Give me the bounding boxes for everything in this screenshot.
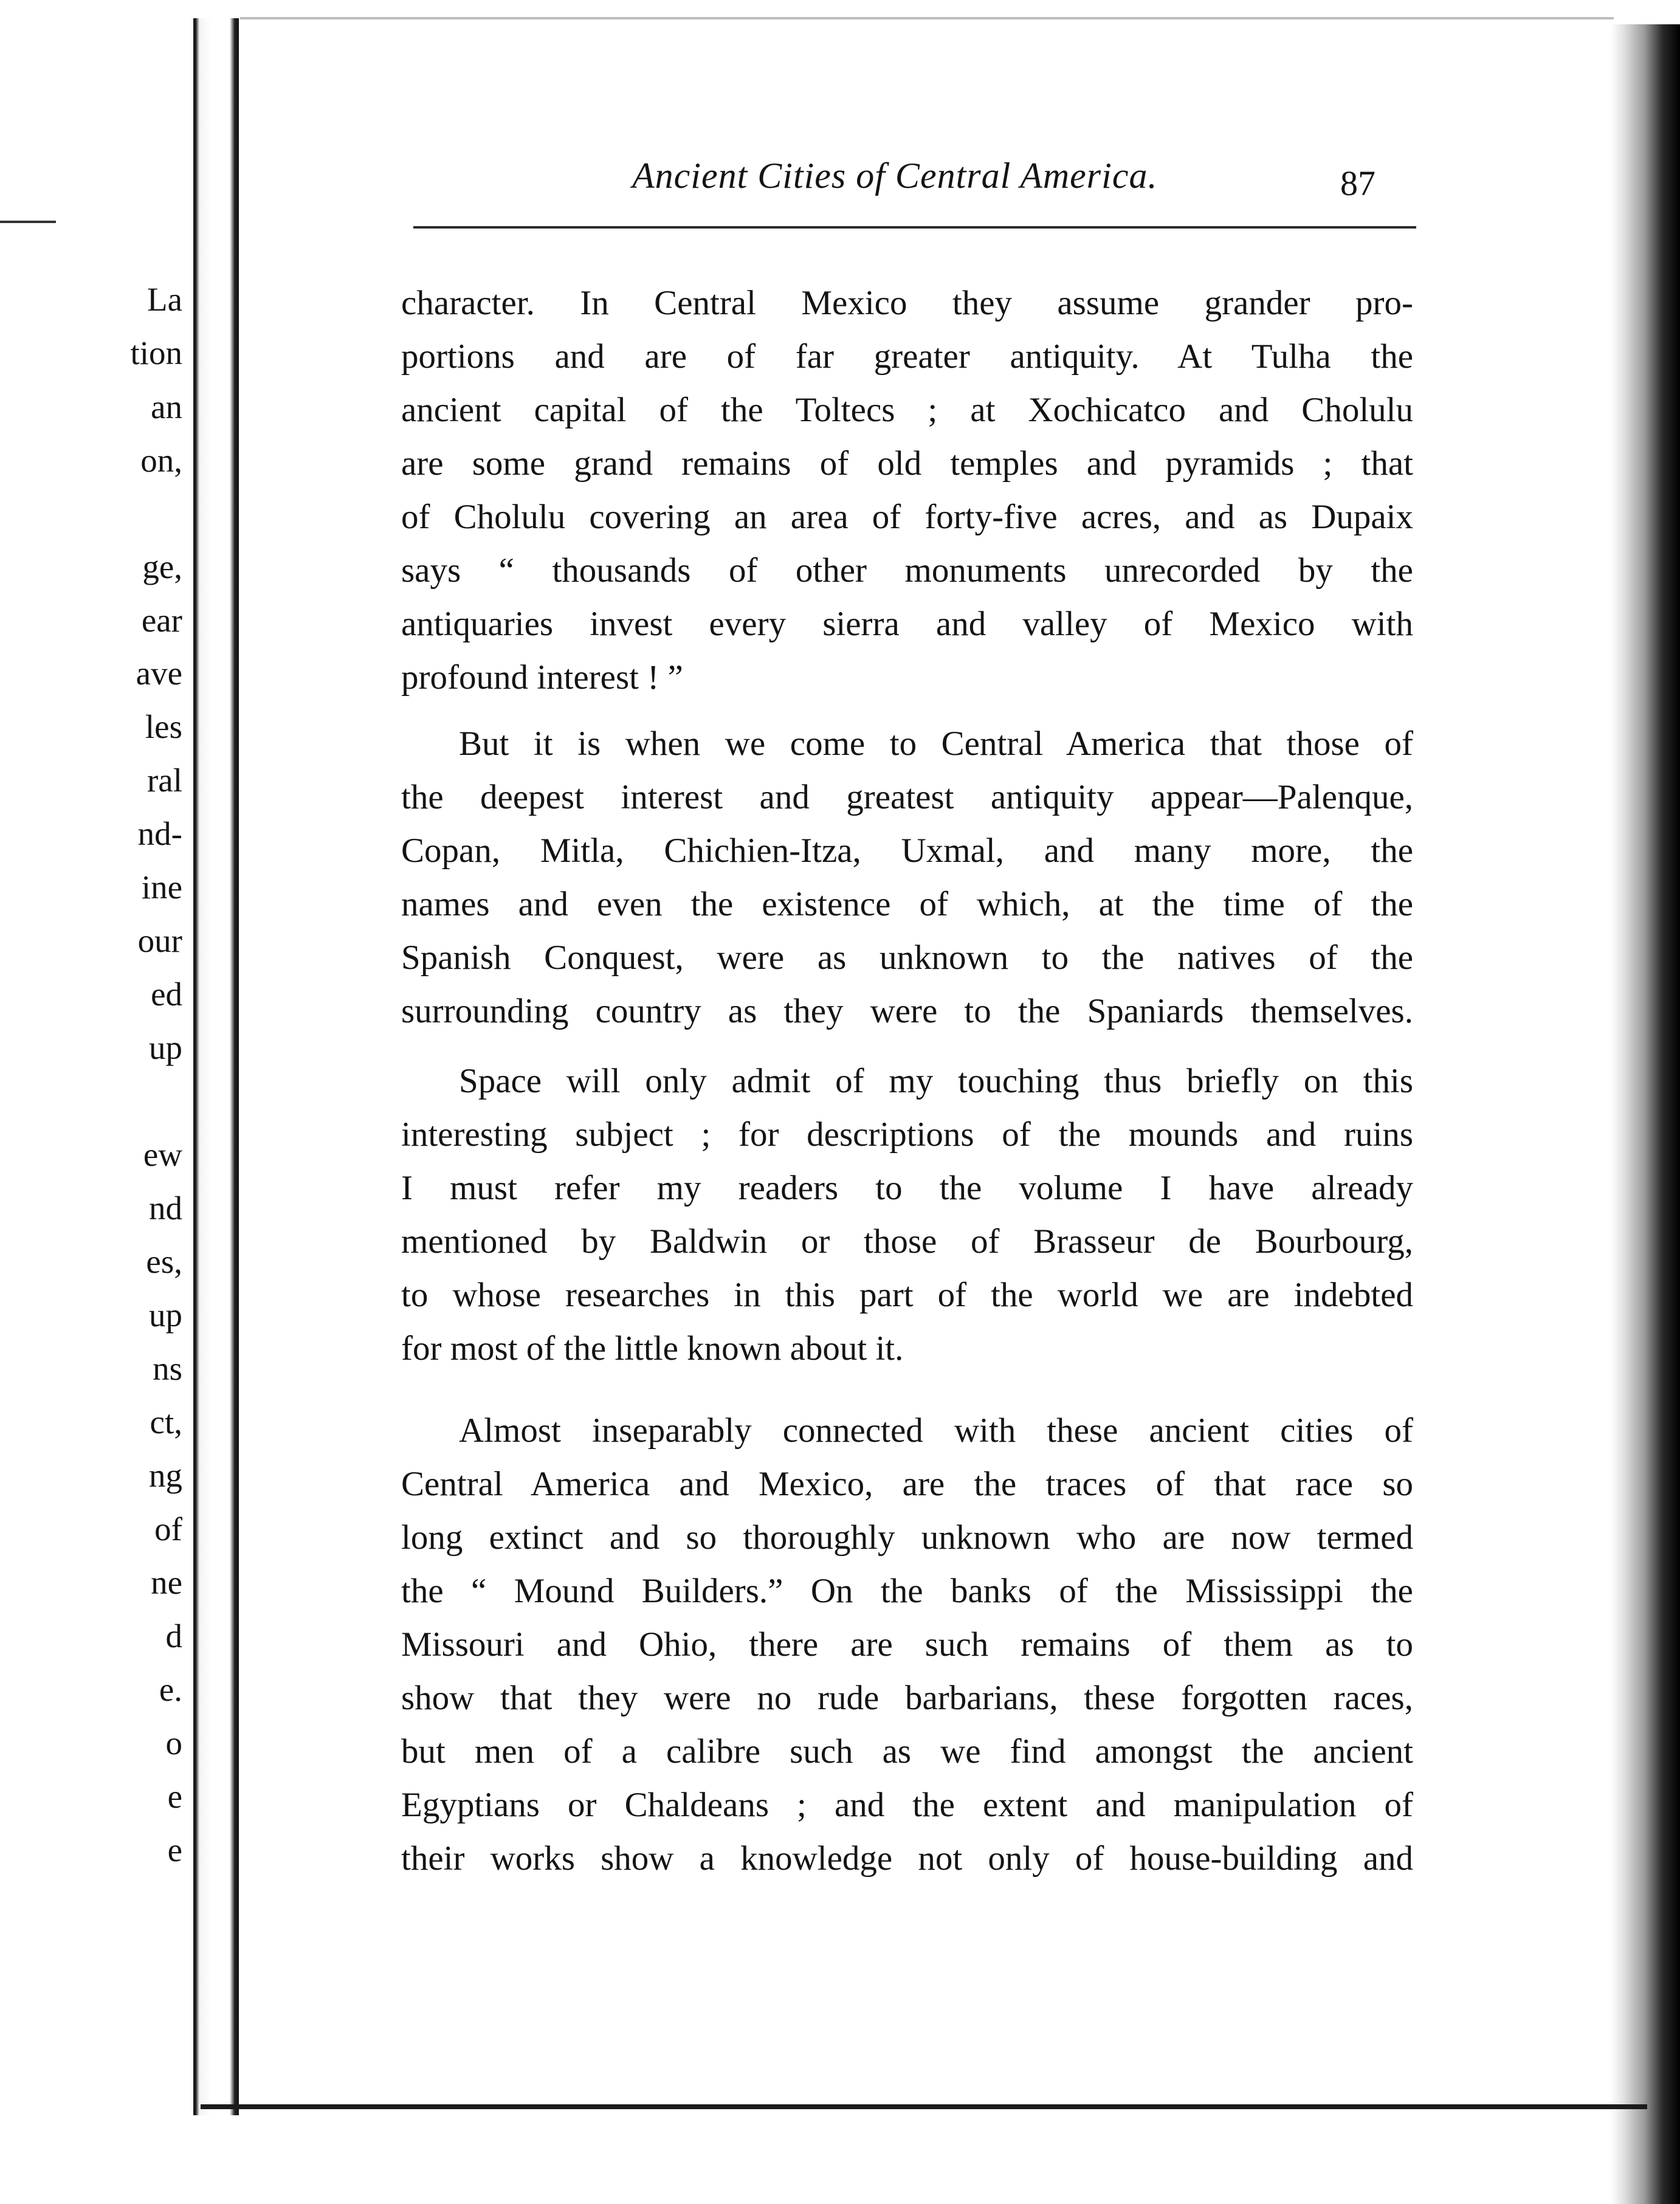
text-line: Almost inseparably connected with these ancient cities of <box>459 1411 1413 1450</box>
previous-page-rule <box>0 221 56 223</box>
text-line: the deepest interest and greatest antiquity appear—Palenque, <box>401 778 1413 816</box>
text-line: Copan, Mitla, Chichien-Itza, Uxmal, and many more, the <box>401 832 1413 870</box>
text-line: character. In Central Mexico they assume grander pro- <box>401 284 1413 322</box>
previous-page-fragment: d <box>165 1617 182 1655</box>
text-line: surrounding country as they were to the Spaniards themselves. <box>401 992 1413 1030</box>
text-line: Central America and Mexico, are the traces of that race so <box>401 1465 1413 1503</box>
text-line: Egyptians or Chaldeans ; and the extent and manipulation of <box>401 1786 1413 1824</box>
previous-page-fragment: nd- <box>137 815 182 852</box>
text-line: long extinct and so thoroughly unknown who are now termed <box>401 1518 1413 1557</box>
text-line: But it is when we come to Central America that those of <box>459 725 1413 763</box>
previous-page-fragment: ine <box>141 869 182 906</box>
text-line: the “ Mound Builders.” On the banks of the Mississippi the <box>401 1572 1413 1610</box>
previous-page-fragment: of <box>154 1510 182 1548</box>
previous-page-fragment: ed <box>151 976 182 1013</box>
previous-page-fragment: e <box>167 1778 182 1815</box>
text-line: to whose researches in this part of the world we are indebted <box>401 1276 1413 1314</box>
previous-page-fragment: tion <box>130 334 182 371</box>
previous-page-fragment: ns <box>153 1350 182 1387</box>
text-line: but men of a calibre such as we find amongst the ancient <box>401 1732 1413 1771</box>
header-rule <box>413 226 1416 229</box>
previous-page-fragment: up <box>149 1029 182 1066</box>
page-top-edge <box>240 17 1614 19</box>
running-head: Ancient Cities of Central America. <box>632 156 1158 196</box>
previous-page-fragment: La <box>146 281 182 318</box>
text-line: Space will only admit of my touching thus briefly on this <box>459 1062 1413 1100</box>
previous-page-fragment: ew <box>143 1136 182 1173</box>
text-line: are some grand remains of old temples and pyramids ; that <box>401 444 1413 483</box>
text-line: I must refer my readers to the volume I have already <box>401 1169 1413 1207</box>
text-line: show that they were no rude barbarians, these forgotten races, <box>401 1679 1413 1717</box>
previous-page-fragment: es, <box>146 1243 182 1280</box>
book-gutter <box>193 18 239 2115</box>
previous-page-fragment: les <box>145 708 182 745</box>
previous-page-fragment: e. <box>159 1671 182 1708</box>
text-line: Spanish Conquest, were as unknown to the natives of the <box>401 938 1413 977</box>
previous-page-fragment: nd <box>149 1190 182 1227</box>
text-line: antiquaries invest every sierra and valley of Mexico with <box>401 605 1413 643</box>
previous-page-fragment: o <box>165 1724 182 1761</box>
text-line: Missouri and Ohio, there are such remains of them as to <box>401 1625 1413 1664</box>
previous-page-fragment: an <box>151 388 182 425</box>
text-line: their works show a knowledge not only of house-building and <box>401 1839 1413 1878</box>
previous-page-fragment: ne <box>151 1564 182 1601</box>
previous-page-fragment: ral <box>146 762 182 799</box>
previous-page-fragment: ng <box>149 1457 182 1494</box>
previous-page-strip <box>0 0 193 2115</box>
previous-page-fragment: ge, <box>142 548 182 585</box>
text-line: portions and are of far greater antiquity. At Tulha the <box>401 337 1413 376</box>
previous-page-fragment: our <box>137 922 182 959</box>
text-line: for most of the little known about it. <box>401 1329 904 1368</box>
text-line: of Cholulu covering an area of forty-five acres, and as Dupaix <box>401 498 1413 536</box>
text-line: interesting subject ; for descriptions of the mounds and ruins <box>401 1115 1413 1154</box>
text-line: says “ thousands of other monuments unrecorded by the <box>401 551 1413 590</box>
previous-page-fragment: on, <box>140 442 182 479</box>
text-line: names and even the existence of which, at the time of the <box>401 885 1413 923</box>
page-bottom-edge <box>201 2104 1647 2109</box>
text-line: profound interest ! ” <box>401 658 683 697</box>
page-edge-shadow <box>1611 24 1680 2204</box>
page-number: 87 <box>1340 164 1375 203</box>
text-line: mentioned by Baldwin or those of Brasseur de Bourbourg, <box>401 1222 1413 1261</box>
previous-page-fragment: ct, <box>150 1403 182 1441</box>
previous-page-fragment: up <box>149 1297 182 1334</box>
previous-page-fragment: e <box>167 1831 182 1868</box>
previous-page-fragment: ear <box>141 602 182 639</box>
text-line: ancient capital of the Toltecs ; at Xochicatco and Cholulu <box>401 391 1413 429</box>
previous-page-fragment: ave <box>136 655 182 692</box>
